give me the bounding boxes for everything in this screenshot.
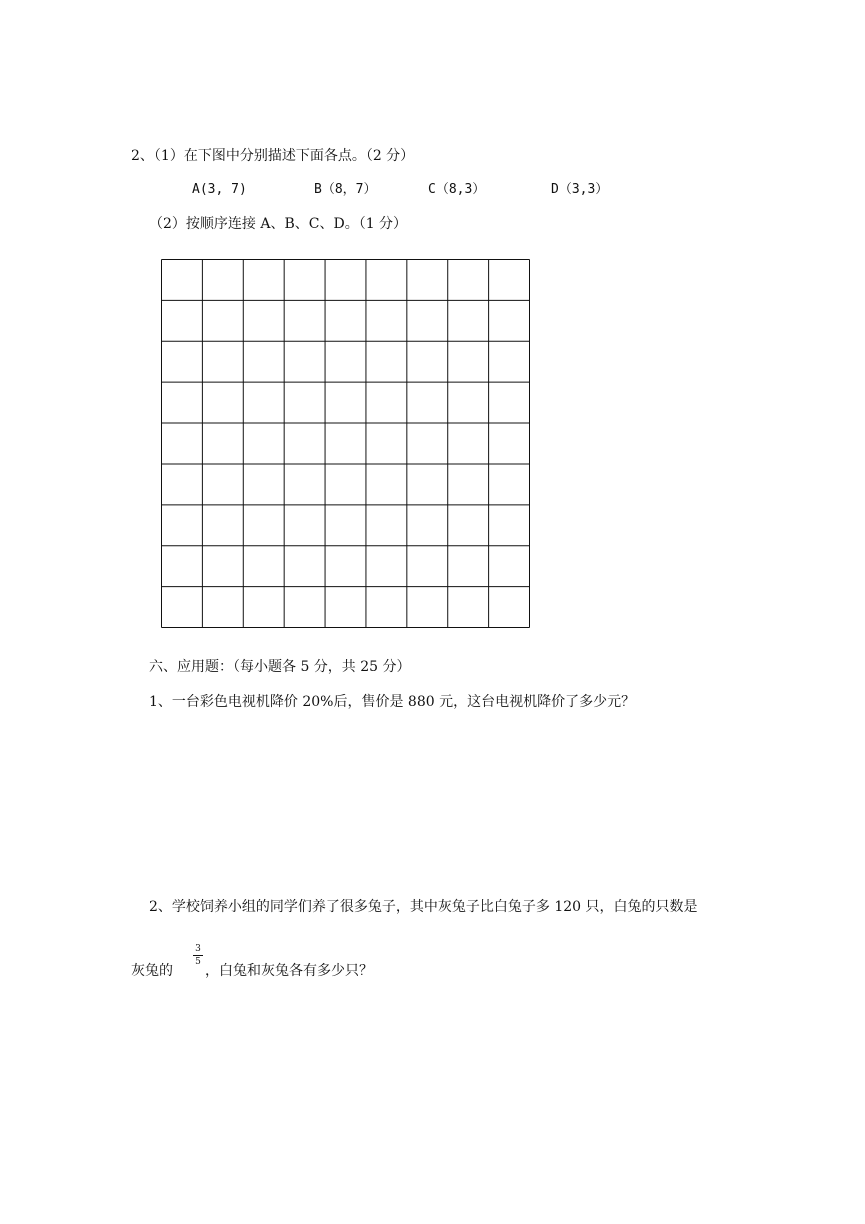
fraction-three-fifths — [193, 944, 203, 967]
application-question-2-suffix: ，白兔和灰兔各有多少只？ — [205, 963, 373, 979]
coordinate-grid — [161, 259, 530, 628]
fraction-denominator: 5 — [193, 955, 203, 967]
application-question-1: 1、一台彩色电视机降价 20%后，售价是 880 元，这台电视机降价了多少元？ — [149, 694, 636, 710]
application-question-2-line-1: 2、学校饲养小组的同学们养了很多兔子，其中灰兔子比白兔子多 120 只，白兔的只数是 — [149, 899, 698, 915]
fraction-numerator: 3 — [195, 944, 201, 954]
point-c-label: C（8,3） — [428, 182, 486, 197]
application-question-2-prefix: 灰兔的 — [131, 963, 173, 979]
question-2-part-2: （2）按顺序连接 A、B、C、D。（1 分） — [149, 216, 408, 232]
question-2-part-1: 2、（1）在下图中分别描述下面各点。（2 分） — [131, 148, 415, 164]
point-a-label: A(3, 7) — [192, 182, 247, 197]
point-b-label: B（8，7） — [314, 182, 377, 197]
point-d-label: D（3,3） — [551, 182, 609, 197]
section-6-heading: 六、应用题：（每小题各 5 分，共 25 分） — [149, 659, 411, 675]
